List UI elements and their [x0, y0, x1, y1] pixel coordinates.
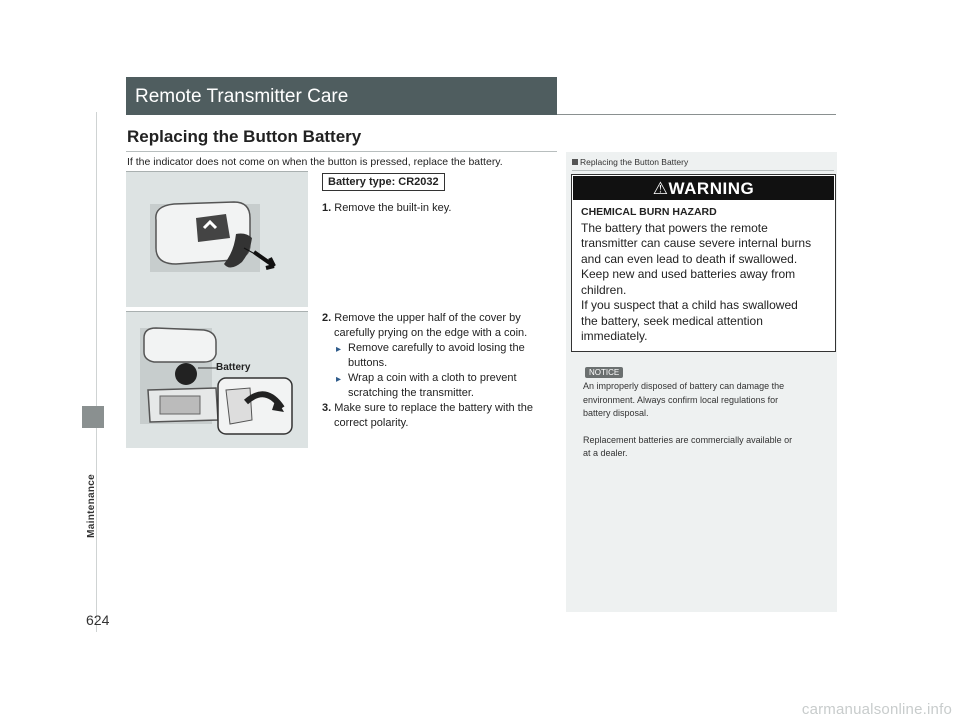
- warning-line: The battery that powers the remote: [581, 220, 768, 235]
- warning-line: transmitter can cause severe internal burns: [581, 236, 812, 250]
- step-sub-note-cont: buttons.: [348, 357, 388, 369]
- step-number: 2.: [322, 312, 332, 324]
- sidebar-rule: [96, 112, 97, 632]
- warning-line: If you suspect that a child has swallowed: [581, 298, 798, 312]
- step-text: correct polarity.: [334, 417, 409, 429]
- warning-line: the battery, seek medical attention: [581, 313, 763, 328]
- notes-title: Replacing the Button Battery: [572, 157, 688, 167]
- warning-line: children.: [581, 282, 627, 297]
- battery-type-badge: Battery type: CR2032: [322, 173, 445, 191]
- note-marker-icon: [572, 159, 578, 165]
- warning-triangle-icon: ⚠: [652, 179, 669, 198]
- section-rule: [126, 151, 557, 152]
- step-sub-note-cont: scratching the transmitter.: [348, 387, 474, 399]
- figure-remove-key: [126, 172, 308, 307]
- open-fob-illustration: [126, 312, 308, 448]
- warning-line: and can even lead to death if swallowed.: [581, 251, 798, 266]
- arrow-right-icon: ▸: [336, 344, 342, 355]
- warning-header: ⚠WARNING: [573, 176, 834, 200]
- key-fob-illustration: [126, 172, 308, 307]
- section-tab-marker: [82, 406, 104, 428]
- hazard-label: CHEMICAL BURN HAZARD: [581, 206, 717, 218]
- warning-line: Keep new and used batteries away from: [581, 267, 796, 281]
- section-intro: If the indicator does not come on when the button is pressed, replace the battery.: [127, 156, 503, 168]
- step-text: Remove the built-in key.: [334, 202, 452, 214]
- header-rule: [557, 114, 836, 115]
- step-text: Remove the upper half of the cover by: [334, 312, 521, 324]
- step-text: Make sure to replace the battery with the: [334, 402, 533, 414]
- step-1: [322, 201, 554, 216]
- notes-rule: [572, 170, 834, 171]
- notice-text: An improperly disposed of battery can damage the environment. Always confirm local regulations for battery disposal. Replacement batteries are commercially available or at a dealer.: [583, 381, 793, 458]
- step-sub-note: ▸ Wrap a coin with a cloth to prevent: [336, 372, 517, 385]
- section-title: Replacing the Button Battery: [127, 127, 362, 146]
- arrow-right-icon: ▸: [336, 374, 342, 385]
- section-label: Maintenance: [86, 474, 97, 538]
- warning-line: immediately.: [581, 329, 648, 343]
- chapter-title: Remote Transmitter Care: [126, 77, 557, 115]
- step-text: carefully prying on the edge with a coin.: [334, 327, 528, 339]
- page-number: 624: [86, 612, 110, 628]
- notice-badge: NOTICE: [585, 367, 623, 378]
- step-sub-note: ▸ Remove carefully to avoid losing the: [336, 342, 525, 355]
- step-number: 3.: [322, 402, 332, 414]
- battery-callout-label: Battery: [216, 362, 251, 373]
- step-number: 1.: [322, 202, 332, 214]
- figure-open-cover: [126, 312, 308, 448]
- step-2: [322, 311, 554, 431]
- watermark: carmanualsonline.info: [801, 701, 952, 718]
- warning-box: [571, 174, 836, 352]
